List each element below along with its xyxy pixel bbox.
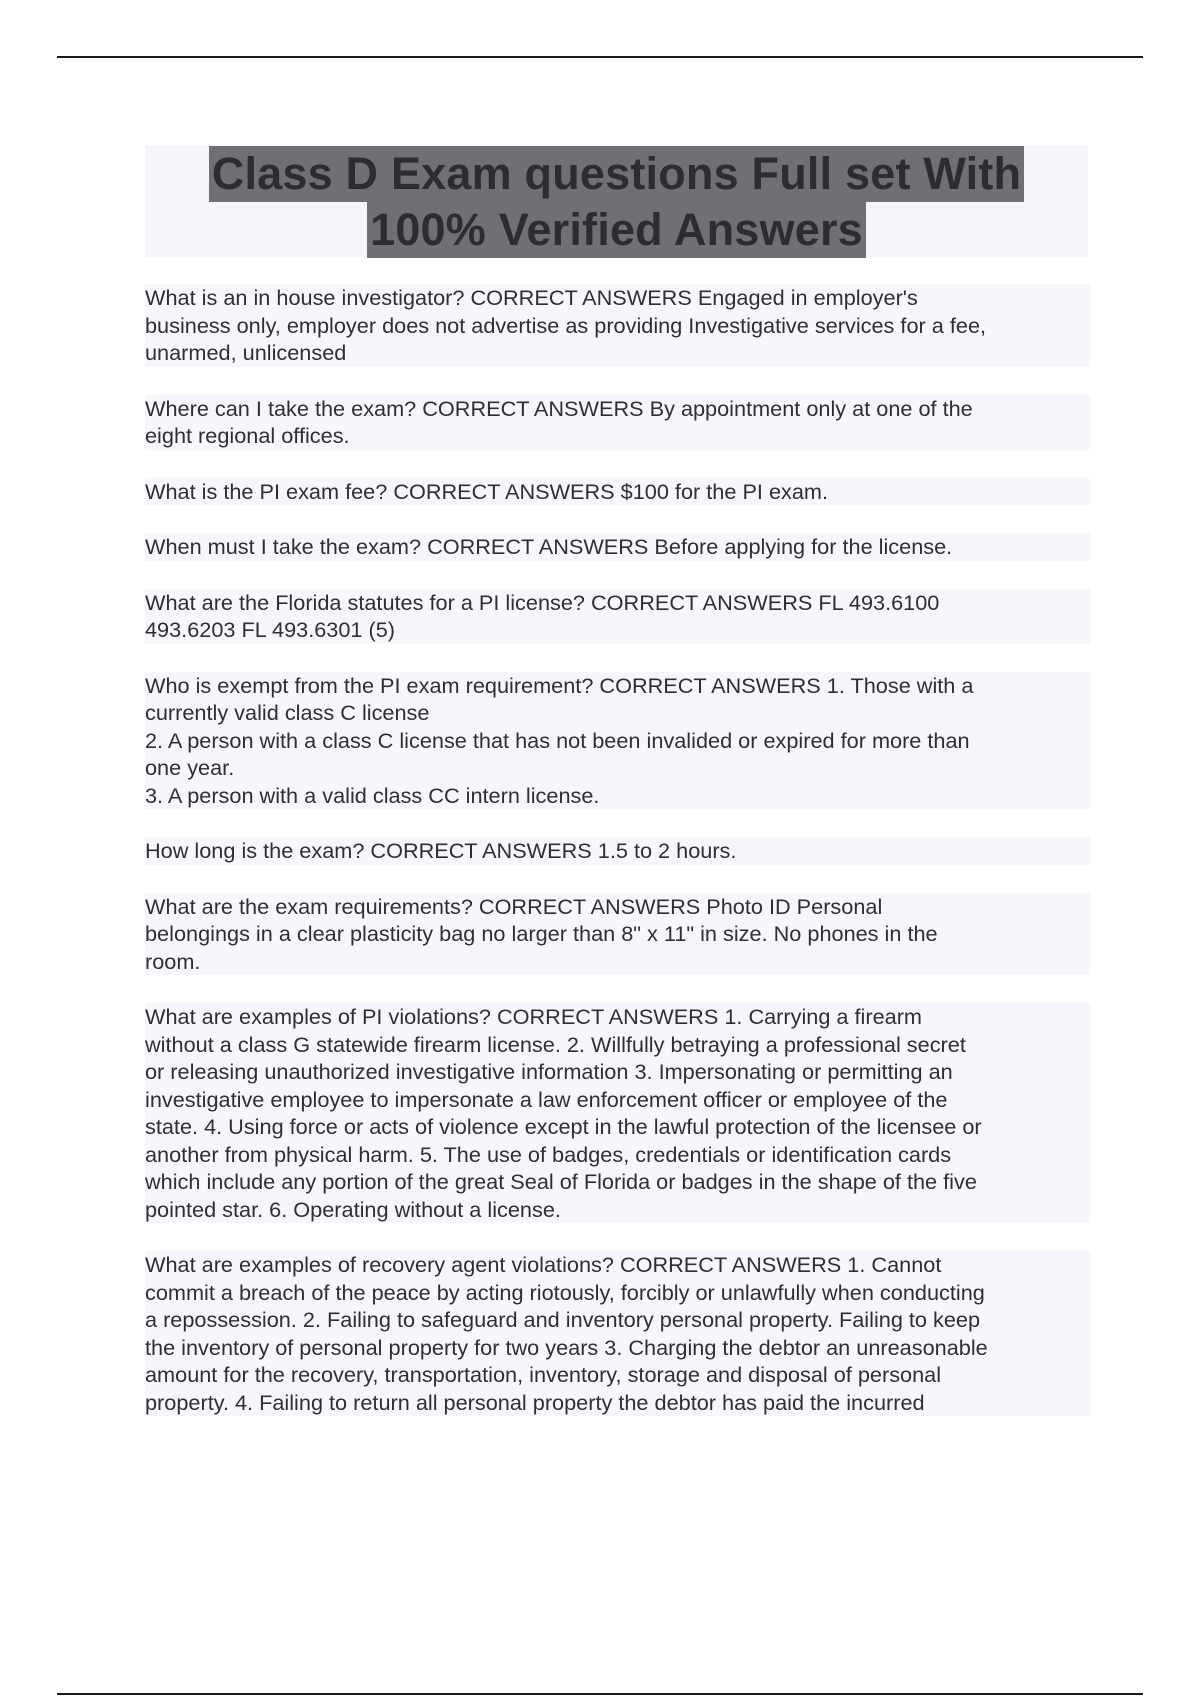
qa-text-line: What are examples of PI violations? CORRECT ANSWERS 1. Carrying a firearm bbox=[145, 1004, 922, 1029]
qa-item bbox=[145, 1251, 1090, 1416]
qa-text-line: without a class G statewide firearm license. 2. Willfully betraying a professional secret bbox=[145, 1031, 966, 1057]
qa-text-line: 493.6203 FL 493.6301 (5) bbox=[145, 617, 395, 642]
title-block bbox=[145, 145, 1088, 257]
qa-text-line: Who is exempt from the PI exam requirement? CORRECT ANSWERS 1. Those with a bbox=[145, 672, 974, 698]
qa-text-line: state. 4. Using force or acts of violence except in the lawful protection of the licensee or bbox=[145, 1114, 982, 1139]
qa-text-line: What are the exam requirements? CORRECT ANSWERS Photo ID Personal bbox=[145, 893, 883, 919]
qa-item bbox=[145, 533, 1090, 561]
qa-text-line: or releasing unauthorized investigative information 3. Impersonating or permitting an bbox=[145, 1059, 953, 1084]
qa-text-line: belongings in a clear plasticity bag no larger than 8" x 11" in size. No phones in the bbox=[145, 921, 938, 946]
header-rule bbox=[57, 56, 1143, 58]
qa-text-line: amount for the recovery, transportation, inventory, storage and disposal of personal bbox=[145, 1362, 942, 1387]
qa-text-line: commit a breach of the peace by acting riotously, forcibly or unlawfully when conducting bbox=[145, 1279, 985, 1305]
qa-text-line: another from physical harm. 5. The use of badges, credentials or identification cards bbox=[145, 1141, 952, 1167]
qa-text-line: business only, employer does not advertise as providing Investigative services for a fee, bbox=[145, 312, 987, 338]
qa-text-line: 3. A person with a valid class CC intern license. bbox=[145, 782, 600, 808]
qa-text-line: eight regional offices. bbox=[145, 423, 350, 448]
qa-text-line: which include any portion of the great Seal of Florida or badges in the shape of the five bbox=[145, 1169, 977, 1194]
footer-rule bbox=[57, 1693, 1143, 1695]
qa-item bbox=[145, 589, 1090, 644]
document-title-line-1: Class D Exam questions Full set With bbox=[209, 146, 1024, 202]
qa-item bbox=[145, 1003, 1090, 1223]
qa-text-line: When must I take the exam? CORRECT ANSWERS Before applying for the license. bbox=[145, 534, 953, 559]
qa-item bbox=[145, 284, 1090, 367]
qa-text-line: 2. A person with a class C license that has not been invalided or expired for more than bbox=[145, 727, 970, 753]
qa-item bbox=[145, 395, 1090, 450]
qa-item bbox=[145, 837, 1090, 865]
qa-text-line: What are examples of recovery agent violations? CORRECT ANSWERS 1. Cannot bbox=[145, 1252, 942, 1277]
qa-item bbox=[145, 478, 1090, 506]
qa-text-line: What is the PI exam fee? CORRECT ANSWERS $100 for the PI exam. bbox=[145, 478, 829, 504]
qa-text-line: room. bbox=[145, 948, 201, 974]
qa-text-line: Where can I take the exam? CORRECT ANSWERS By appointment only at one of the bbox=[145, 395, 973, 421]
qa-text-line: investigative employee to impersonate a law enforcement officer or employee of the bbox=[145, 1086, 948, 1112]
qa-text-line: What is an in house investigator? CORRECT ANSWERS Engaged in employer's bbox=[145, 285, 918, 310]
qa-list bbox=[145, 284, 1090, 1444]
qa-text-line: currently valid class C license bbox=[145, 700, 430, 725]
qa-text-line: property. 4. Failing to return all personal property the debtor has paid the incurred bbox=[145, 1389, 925, 1415]
qa-text-line: the inventory of personal property for two years 3. Charging the debtor an unreasonable bbox=[145, 1334, 988, 1360]
qa-text-line: unarmed, unlicensed bbox=[145, 340, 347, 365]
qa-text-line: pointed star. 6. Operating without a license. bbox=[145, 1196, 561, 1222]
qa-text-line: How long is the exam? CORRECT ANSWERS 1.5 to 2 hours. bbox=[145, 838, 737, 863]
qa-item bbox=[145, 672, 1090, 810]
qa-text-line: What are the Florida statutes for a PI license? CORRECT ANSWERS FL 493.6100 bbox=[145, 589, 940, 615]
qa-text-line: a repossession. 2. Failing to safeguard and inventory personal property. Failing to keep bbox=[145, 1307, 981, 1332]
qa-item bbox=[145, 893, 1090, 976]
document-title-line-2: 100% Verified Answers bbox=[367, 202, 866, 258]
qa-text-line: one year. bbox=[145, 755, 235, 780]
